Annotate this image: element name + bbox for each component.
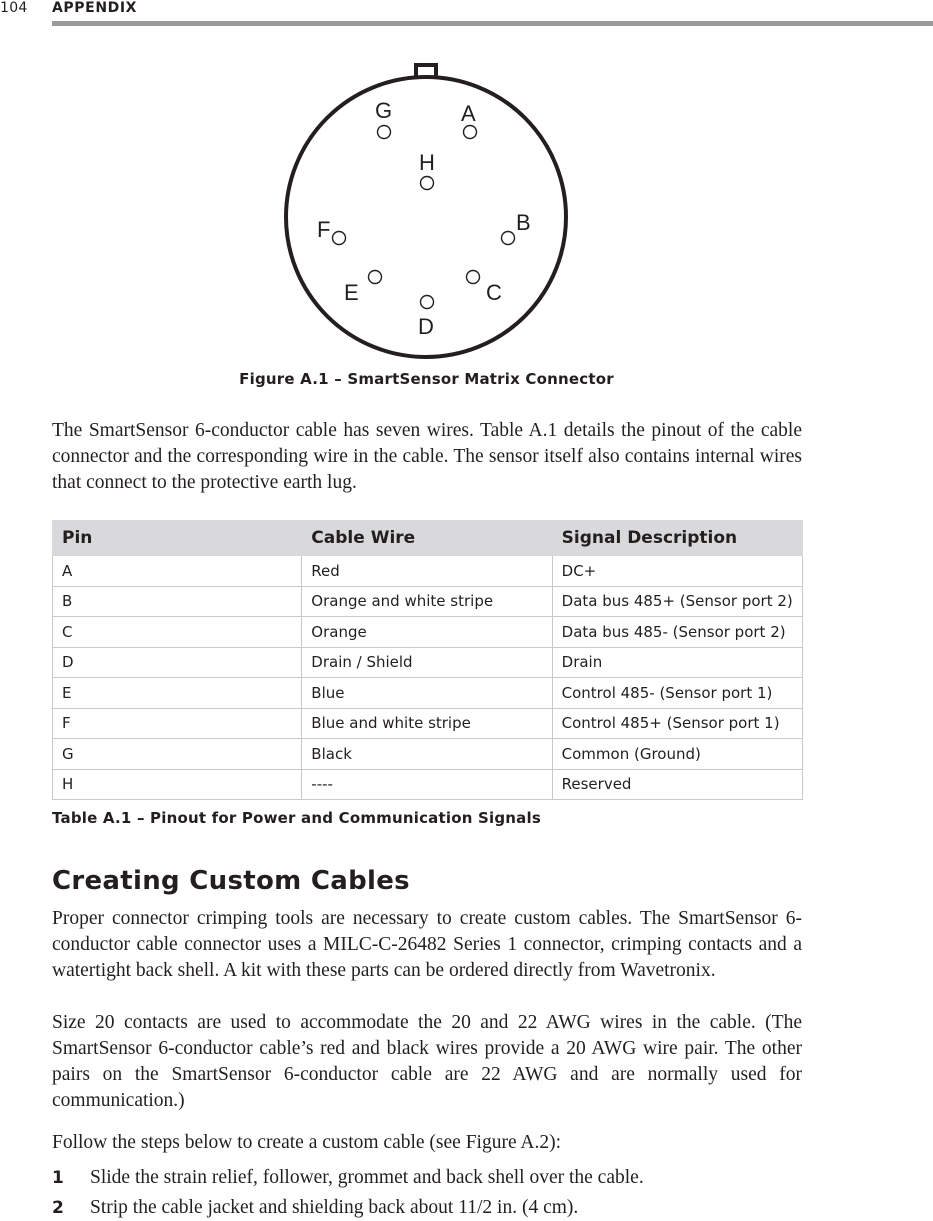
pin-hole-e (369, 271, 382, 284)
cable-wire-cell: Black (302, 739, 552, 770)
figure-caption: Figure A.1 – SmartSensor Matrix Connector (239, 370, 614, 388)
table-row (53, 739, 803, 770)
table-header-row (53, 521, 803, 556)
pin-hole-a (464, 126, 477, 139)
signal-description-cell: Control 485+ (Sensor port 1) (552, 708, 802, 739)
pin-hole-h (421, 177, 434, 190)
connector-figure (282, 60, 572, 362)
running-section-title: APPENDIX (52, 0, 138, 16)
table-caption: Table A.1 – Pinout for Power and Communication Signals (52, 809, 541, 827)
pin-cell: E (53, 678, 302, 709)
pinout-table (52, 520, 803, 800)
pin-label-d: D (418, 314, 434, 339)
signal-description-cell: Common (Ground) (552, 739, 802, 770)
step-number: 1 (52, 1168, 64, 1188)
table-row (53, 586, 803, 617)
column-header-cable-wire: Cable Wire (302, 521, 552, 556)
pin-label-f: F (317, 217, 331, 242)
cable-wire-cell: Blue and white stripe (302, 708, 552, 739)
header-rule (52, 21, 933, 26)
signal-description-cell: DC+ (552, 556, 802, 587)
cable-wire-cell: Red (302, 556, 552, 587)
pin-hole-d (421, 296, 434, 309)
pin-cell: G (53, 739, 302, 770)
cable-wire-cell: Orange (302, 617, 552, 648)
signal-description-cell: Data bus 485+ (Sensor port 2) (552, 586, 802, 617)
pin-label-b: B (516, 210, 531, 235)
cable-wire-cell: Drain / Shield (302, 647, 552, 678)
column-header-pin: Pin (53, 521, 302, 556)
pin-label-e: E (344, 280, 359, 305)
step-text: Slide the strain relief, follower, grommet and back shell over the cable. (90, 1167, 644, 1188)
signal-description-cell: Drain (552, 647, 802, 678)
signal-description-cell: Reserved (552, 769, 802, 800)
cable-wire-cell: Blue (302, 678, 552, 709)
table-row (53, 708, 803, 739)
intro-paragraph: The SmartSensor 6-conductor cable has seven wires. Table A.1 details the pinout of the cable connector and the corresponding wire in the cable. The sensor itself also contains internal wires that connect to the protective earth lug. (52, 420, 802, 493)
body-paragraph: Proper connector crimping tools are necessary to create custom cables. The SmartSensor 6-conductor cable connector uses a MILC-C-26482 Series 1 connector, crimping contacts and a watertight back shell. A kit with these parts can be ordered directly from Wavetronix. (52, 908, 802, 981)
table-row (53, 617, 803, 648)
section-heading: Creating Custom Cables (52, 866, 410, 896)
pin-cell: D (53, 647, 302, 678)
step-number: 2 (52, 1198, 64, 1218)
table-row (53, 556, 803, 587)
pin-cell: H (53, 769, 302, 800)
page-number: 104 (0, 0, 28, 16)
pin-hole-b (502, 232, 515, 245)
step-text: Strip the cable jacket and shielding back about 11/2 in. (4 cm). (90, 1197, 579, 1218)
pin-cell: B (53, 586, 302, 617)
body-paragraph: Follow the steps below to create a custom cable (see Figure A.2): (52, 1132, 562, 1153)
pin-hole-c (467, 271, 480, 284)
cable-wire-cell: Orange and white stripe (302, 586, 552, 617)
signal-description-cell: Data bus 485- (Sensor port 2) (552, 617, 802, 648)
table-row (53, 647, 803, 678)
pin-label-g: G (375, 98, 393, 123)
pin-label-a: A (461, 101, 476, 126)
pin-cell: F (53, 708, 302, 739)
signal-description-cell: Control 485- (Sensor port 1) (552, 678, 802, 709)
pin-cell: C (53, 617, 302, 648)
cable-wire-cell: ---- (302, 769, 552, 800)
table-row (53, 769, 803, 800)
body-paragraph: Size 20 contacts are used to accommodate the 20 and 22 AWG wires in the cable. (The SmartSensor 6-conductor cable’s red and black wires provide a 20 AWG wire pair. The other pairs on the SmartSensor 6-conductor cable are 22 AWG and are normally used for communication.) (52, 1012, 802, 1111)
column-header-signal-description: Signal Description (552, 521, 802, 556)
pin-cell: A (53, 556, 302, 587)
pin-hole-g (378, 126, 391, 139)
page-header (0, 0, 933, 30)
pin-label-c: C (486, 280, 502, 305)
pin-hole-f (333, 232, 346, 245)
pin-label-h: H (419, 150, 435, 175)
table-row (53, 678, 803, 709)
connector-diagram (282, 60, 572, 362)
